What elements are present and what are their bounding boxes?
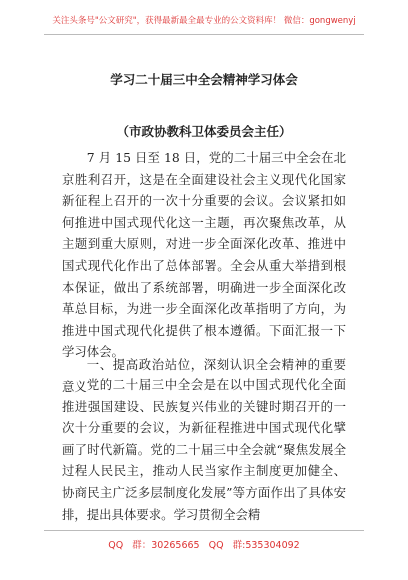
footer-contacts xyxy=(0,537,408,551)
footer-qq-group-2: QQ 群:535304092 xyxy=(208,540,300,551)
document-subtitle: （市政协教科卫体委员会主任） xyxy=(116,124,292,139)
paragraph-text: 党的二十届三中全会是在以中国式现代化全面推进强国建设、民族复兴伟业的关键时期召开的一次十分重要的会议，为新征程推进中国式现代化擘画了时代新篇。党的二十届三中全会就“聚焦发展全过程人民民主，推动人民当家作主制度更加健全、协商民主广泛多层制度化发展”等方面作出了具体安排，提出具体要求。学习贯彻全会精 xyxy=(62,377,346,522)
footer-divider xyxy=(44,530,364,531)
paragraph-text: 7 月 15 日至 18 日，党的二十届三中全会在北京胜利召开，这是在全面建设社会主义现代化国家新征程上召开的一次十分重要的会议。会议紧扣如何推进中国式现代化这一主题，再次聚焦改革，从主题到重大原则，对进一步全面深化改革、推进中国式现代化作出了总体部署。全会从重大举措到根本保证，做出了系统部署，明确进一步全面深化改革总目标，为进一步全面深化改革指明了方向，为推进中国式现代化提供了根本遵循。下面汇报一下学习体会。 xyxy=(62,150,346,360)
document-title: 学习二十届三中全会精神学习体会 xyxy=(110,72,298,87)
header-promo-note: 关注头条号"公文研究"，获得最新最全最专业的公文资料库！ 微信：gongwenyj xyxy=(52,16,356,26)
body-paragraph-intro xyxy=(62,147,346,363)
section-heading-text: 一、提高政治站位，深刻认识全会精神的重要意义 xyxy=(62,357,346,394)
header-divider xyxy=(44,34,364,35)
footer-qq-group-1: QQ 群：30265665 xyxy=(108,540,200,551)
body-paragraph-section-1 xyxy=(62,374,346,525)
